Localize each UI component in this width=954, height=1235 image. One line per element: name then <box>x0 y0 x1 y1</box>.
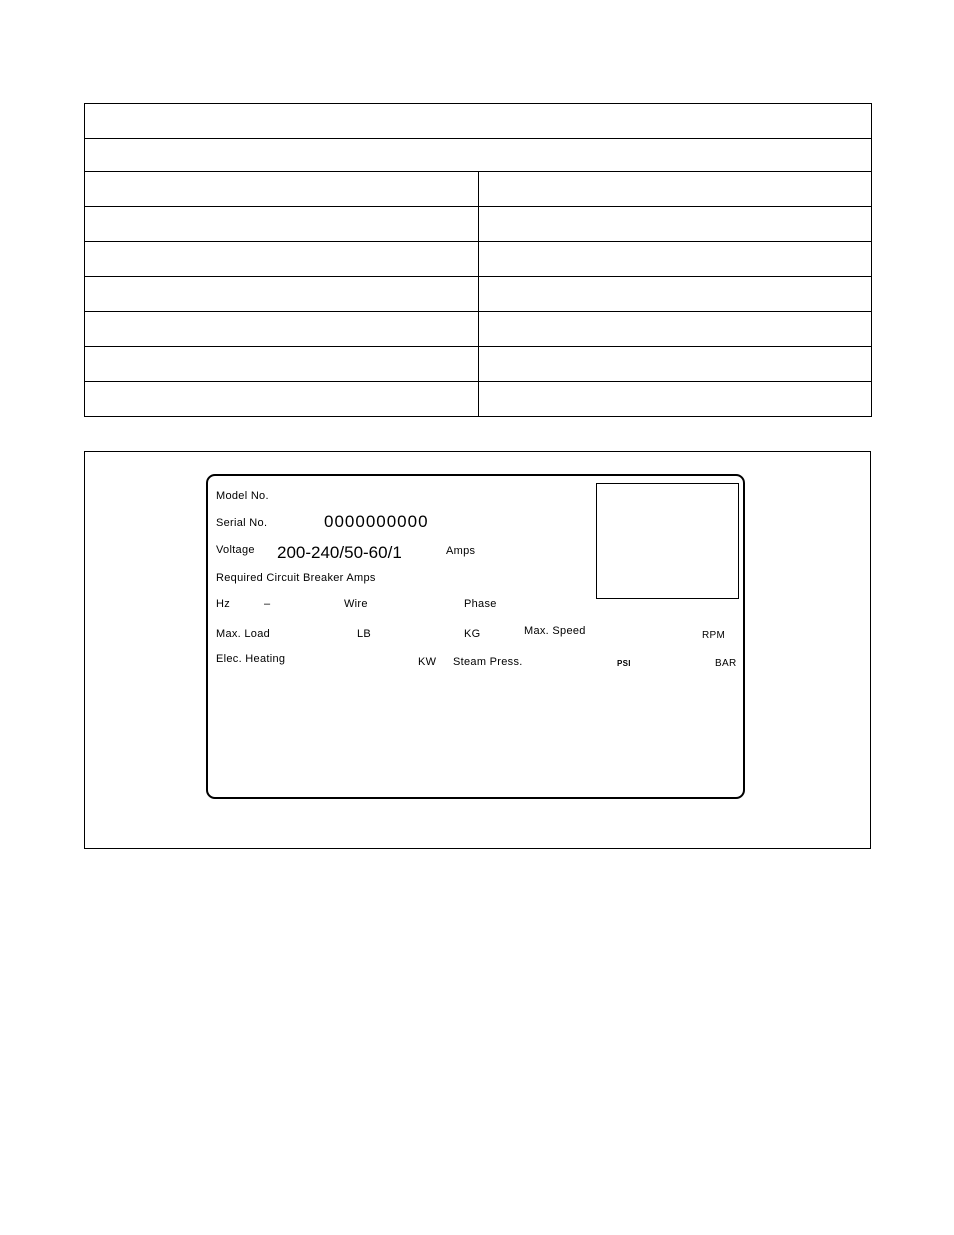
form-table-index-cell <box>85 347 479 382</box>
psi-label: PSI <box>617 659 631 668</box>
rpm-label: RPM <box>702 630 726 641</box>
form-table-content-cell <box>478 312 872 347</box>
serial-label: Serial No. <box>216 517 268 529</box>
kg-label: KG <box>464 628 481 640</box>
amps-label: Amps <box>446 545 476 557</box>
form-table-index-cell <box>85 277 479 312</box>
form-table-index-cell <box>85 382 479 417</box>
model-label: Model No. <box>216 490 269 502</box>
form-table-content-cell <box>478 382 872 417</box>
form-table-content-cell <box>478 277 872 312</box>
form-table-index-cell <box>85 207 479 242</box>
form-table <box>84 103 872 417</box>
phase-label: Phase <box>464 598 497 610</box>
form-table-content-cell <box>478 347 872 382</box>
lb-label: LB <box>357 628 372 640</box>
form-table-content-cell <box>478 207 872 242</box>
form-table-content-cell <box>478 242 872 277</box>
breaker-label: Required Circuit Breaker Amps <box>216 572 376 584</box>
voltage-label: Voltage <box>216 544 255 556</box>
form-table-index-cell <box>85 172 479 207</box>
plate-logo-box <box>596 483 739 599</box>
form-table-header-cell <box>85 104 872 139</box>
elec-heating-label: Elec. Heating <box>216 653 286 665</box>
form-table-index-cell <box>85 312 479 347</box>
kw-label: KW <box>418 656 437 668</box>
max-speed-label: Max. Speed <box>524 625 586 637</box>
serial-value: 0000000000 <box>324 512 429 531</box>
max-load-label: Max. Load <box>216 628 271 640</box>
bar-label: BAR <box>715 658 737 669</box>
voltage-value: 200-240/50-60/1 <box>277 543 402 562</box>
hz-label: Hz <box>216 598 231 610</box>
form-table-content-cell <box>478 172 872 207</box>
steam-press-label: Steam Press. <box>453 656 523 668</box>
hz-dash: – <box>264 598 271 610</box>
form-table-index-cell <box>85 242 479 277</box>
wire-label: Wire <box>344 598 368 610</box>
form-table-subheader-cell <box>85 139 872 172</box>
